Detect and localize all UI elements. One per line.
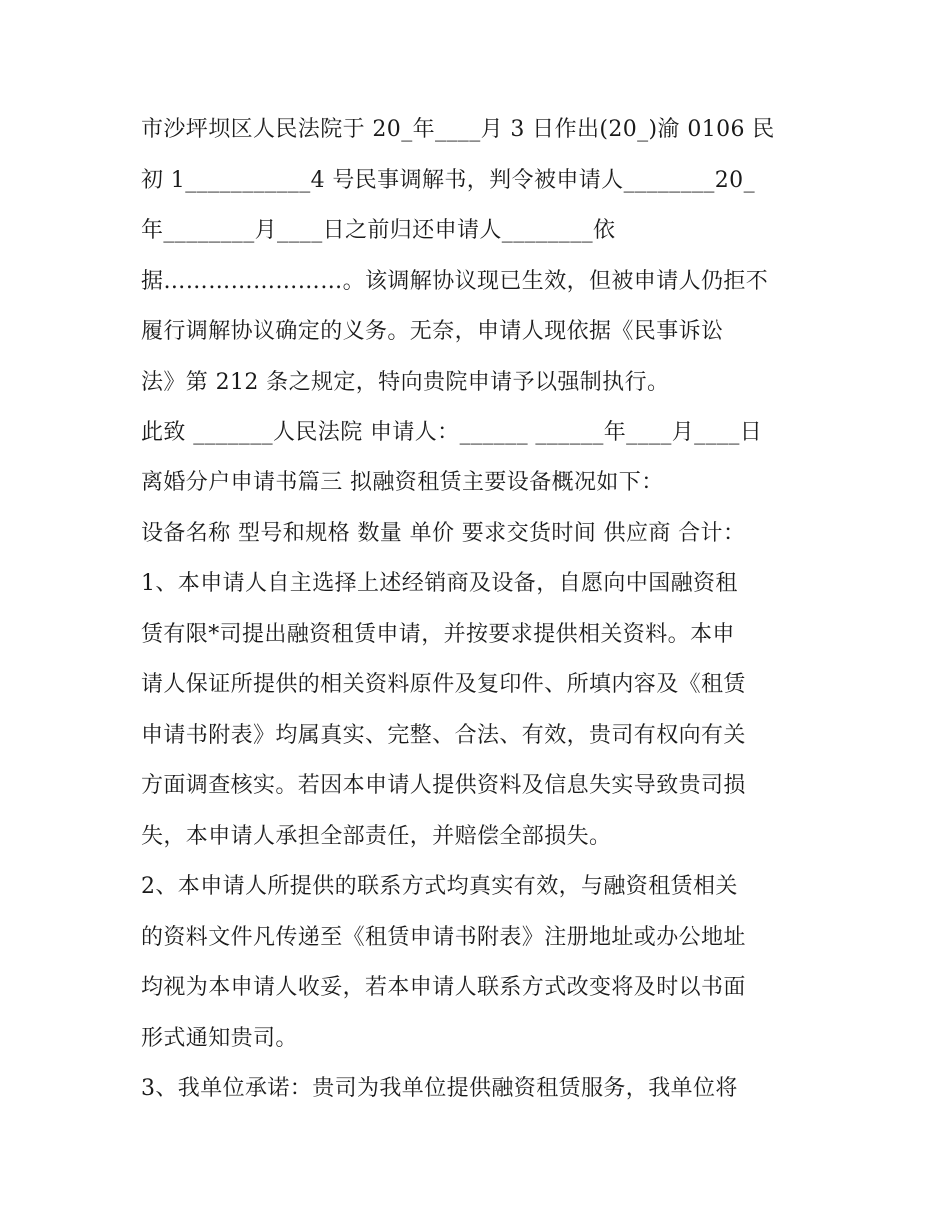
text-line: 3、我单位承诺：贵司为我单位提供融资租赁服务，我单位将: [141, 1076, 738, 1101]
text-line: 赁有限*司提出融资租赁申请，并按要求提供相关资料。本申: [141, 622, 735, 647]
text-line: 履行调解协议确定的义务。无奈，申请人现依据《民事诉讼: [141, 319, 724, 344]
text-line: 2、本申请人所提供的联系方式均真实有效，与融资租赁相关: [141, 874, 738, 899]
section-heading: 离婚分户申请书篇三 拟融资租赁主要设备概况如下：: [141, 470, 664, 495]
text-line: 据……………………。该调解协议现已生效，但被申请人仍拒不: [141, 269, 769, 294]
text-line: 初 1___________4 号民事调解书，判令被申请人________20_: [141, 168, 755, 193]
text-line: 年________月____日之前归还申请人________依: [141, 218, 616, 243]
text-line: 法》第 212 条之规定，特向贵院申请予以强制执行。: [141, 370, 670, 395]
text-line: 均视为本申请人收妥，若本申请人联系方式改变将及时以书面: [141, 975, 746, 1000]
text-line: 方面调查核实。若因本申请人提供资料及信息失实导致贵司损: [141, 773, 746, 798]
text-line: 1、本申请人自主选择上述经销商及设备，自愿向中国融资租: [141, 571, 738, 596]
text-line: 的资料文件凡传递至《租赁申请书附表》注册地址或办公地址: [141, 925, 746, 950]
text-line: 市沙坪坝区人民法院于 20_年____月 3 日作出(20_)渝 0106 民: [141, 117, 775, 142]
text-line: 形式通知贵司。: [141, 1026, 298, 1051]
text-line: 请人保证所提供的相关资料原件及复印件、所填内容及《租赁: [141, 672, 746, 697]
text-line: 申请书附表》均属真实、完整、合法、有效，贵司有权向有关: [141, 723, 746, 748]
table-header-line: 设备名称 型号和规格 数量 单价 要求交货时间 供应商 合计：: [141, 521, 746, 546]
text-line: 此致 _______人民法院 申请人：______ ______年____月____日: [141, 420, 763, 445]
text-line: 失，本申请人承担全部责任，并赔偿全部损失。: [141, 824, 612, 849]
